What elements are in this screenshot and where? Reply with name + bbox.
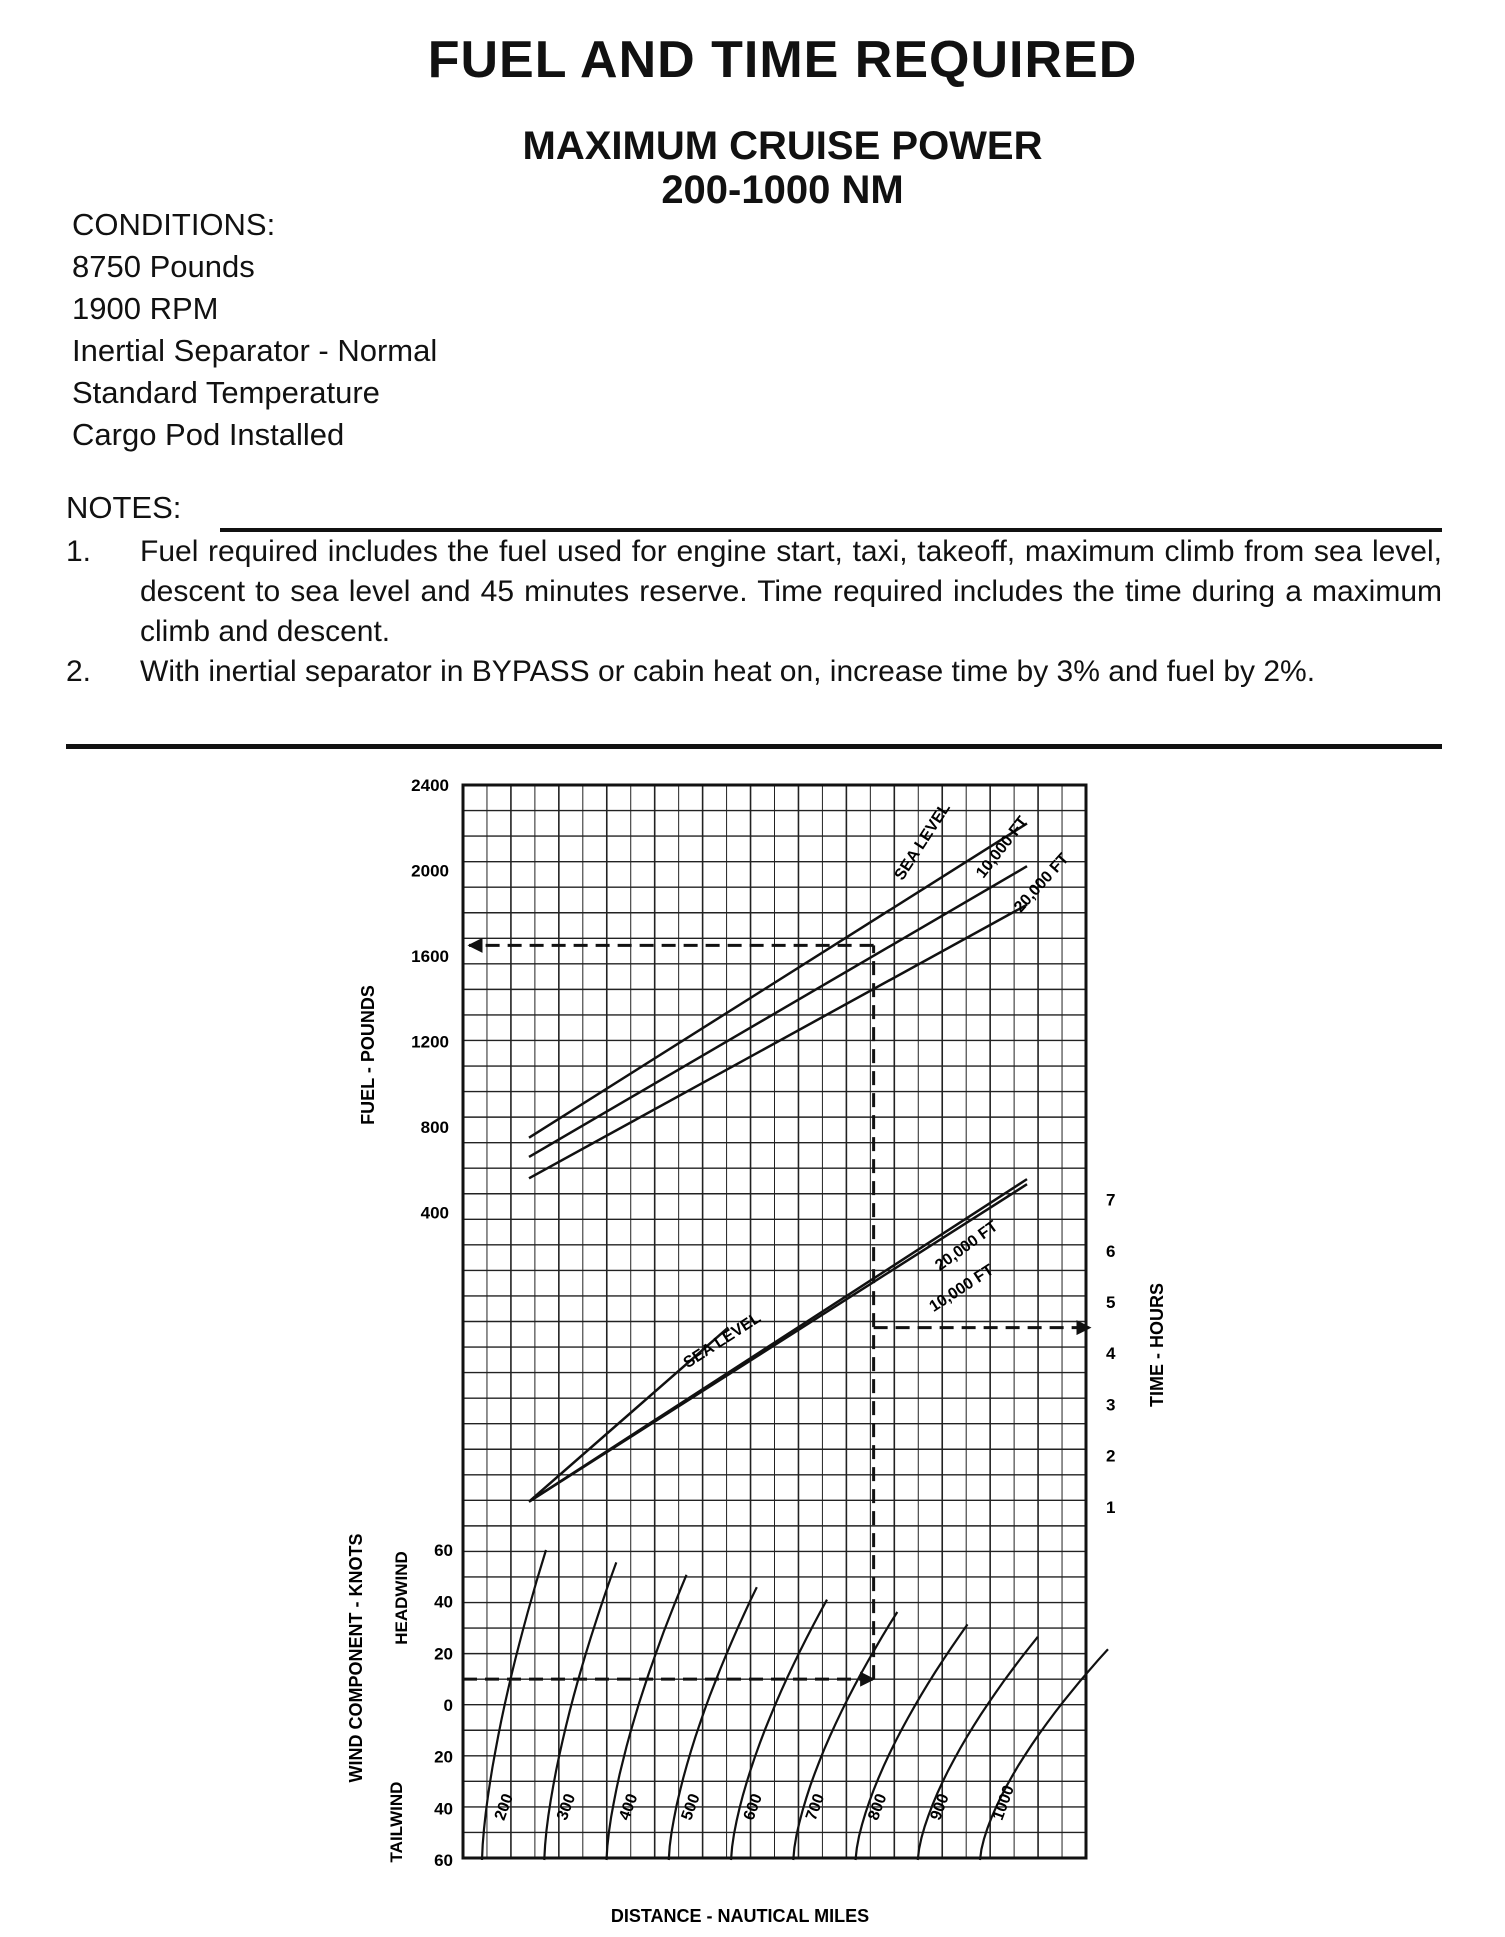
fuel-series-label: 10,000 FT [973,813,1032,882]
time-tick-label: 4 [1106,1344,1116,1364]
fuel-axis-ticks [411,776,449,1223]
wind-tick-label: 40 [434,1799,453,1819]
chart-labels [346,985,1167,1926]
wind-curve-label: 600 [740,1791,766,1823]
note-number: 1. [66,535,92,568]
wind-tick-label: 60 [434,1851,453,1870]
wind-curve-label: 1000 [989,1783,1018,1823]
wind-tick-label: 20 [434,1747,453,1767]
fuel-tick-label: 2000 [411,861,449,881]
headwind-label: HEADWIND [392,1551,411,1645]
time-tick-label: 3 [1106,1395,1116,1415]
condition-item: Cargo Pod Installed [72,417,345,452]
distance-axis-label: DISTANCE - NAUTICAL MILES [610,1906,870,1926]
note-text: With inertial separator in BYPASS or cabin heat on, increase time by 3% and fuel by 2%. [140,655,1316,688]
conditions-heading: CONDITIONS: [72,207,276,242]
fuel-series-line [529,823,1027,1137]
time-tick-label: 7 [1106,1190,1116,1210]
time-axis-label: TIME - HOURS [1147,1283,1167,1407]
subtitle-line-1: MAXIMUM CRUISE POWER [522,124,1043,168]
fuel-axis-label: FUEL - POUNDS [358,985,378,1125]
time-tick-label: 1 [1106,1497,1116,1517]
wind-tick-label: 20 [434,1644,453,1664]
note-number: 2. [66,655,92,688]
time-series-line [529,1179,1027,1502]
time-tick-label: 5 [1106,1293,1116,1312]
condition-item: Standard Temperature [72,375,380,410]
fuel-tick-label: 800 [420,1118,449,1137]
wind-distance-curve [793,1612,897,1860]
notes-heading: NOTES: [66,490,182,525]
fuel-series-label: SEA LEVEL [891,800,954,884]
tailwind-label: TAILWIND [387,1781,406,1863]
fuel-series-label: 20,000 FT [1011,850,1073,916]
wind-tick-label: 40 [434,1592,453,1612]
example-path [463,945,1090,1679]
time-series-label: 20,000 FT [932,1217,1002,1275]
wind-curve-label: 800 [865,1791,891,1823]
fuel-tick-label: 400 [420,1203,449,1223]
fuel-tick-label: 2400 [411,776,449,795]
wind-tick-label: 60 [434,1541,453,1560]
wind-curve-label: 700 [803,1791,829,1823]
page-title: FUEL AND TIME REQUIRED [427,31,1138,89]
wind-curve-label: 400 [616,1791,642,1823]
time-tick-label: 2 [1106,1446,1116,1466]
fuel-tick-label: 1600 [411,947,449,966]
condition-item: 8750 Pounds [72,249,255,284]
time-series-label: 10,000 FT [926,1261,997,1316]
subtitle-line-2: 200-1000 NM [661,168,904,212]
condition-item: 1900 RPM [72,291,219,326]
wind-curve-label: 900 [927,1791,953,1823]
wind-axis-ticks [434,1541,453,1870]
time-axis-ticks [1106,1191,1116,1517]
fuel-series-line [529,866,1027,1157]
wind-distance-curve [856,1624,968,1860]
wind-tick-label: 0 [443,1696,453,1715]
time-tick-label: 6 [1106,1241,1116,1261]
wind-curve-label: 300 [554,1791,580,1823]
wind-curve-label: 200 [491,1791,517,1823]
wind-distance-curve [980,1649,1108,1860]
wind-curve-label: 500 [678,1791,704,1823]
wind-axis-label: WIND COMPONENT - KNOTS [346,1533,366,1783]
time-series-label: SEA LEVEL [680,1309,764,1372]
condition-item: Inertial Separator - Normal [72,333,438,368]
fuel-tick-label: 1200 [411,1032,449,1052]
note-text: Fuel required includes the fuel used for engine start, taxi, takeoff, maximum climb from sea level, descent to sea level and 45 minutes reserve. Time required includes the time during a maximum climb and descent. [140,535,1442,648]
